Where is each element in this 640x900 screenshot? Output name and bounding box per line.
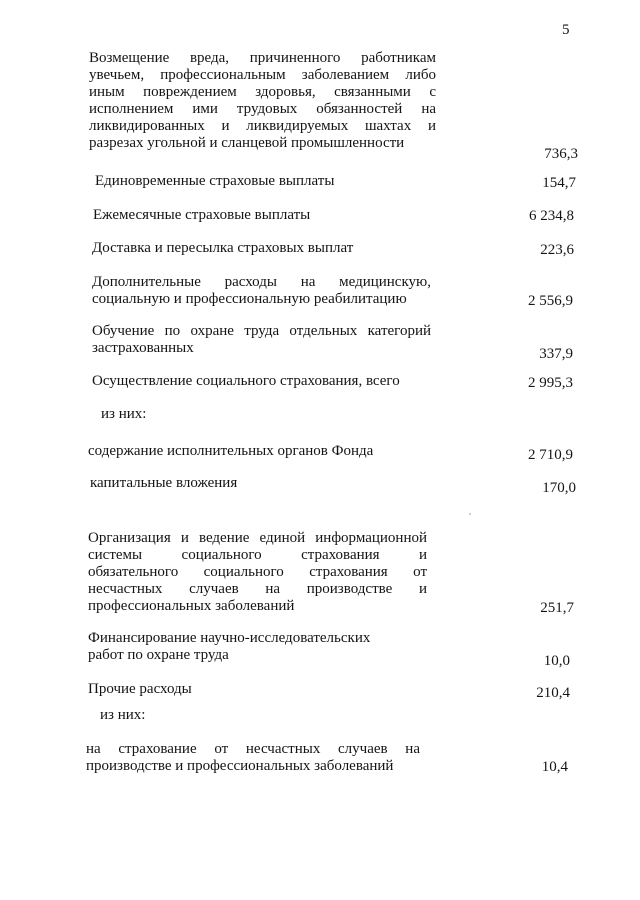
row-label-line: на страхование от несчастных случаев на: [86, 741, 420, 757]
row-label-line: системы социального страхования и: [88, 547, 427, 563]
row-value: 736,3: [544, 146, 578, 162]
row-value: 251,7: [540, 600, 574, 616]
row-label: Прочие расходы: [88, 681, 192, 697]
row-label: Ежемесячные страховые выплаты: [93, 207, 311, 223]
row-label: [88, 630, 370, 664]
row-label: капитальные вложения: [90, 475, 238, 491]
row-label: [92, 323, 431, 357]
row-label-line: Обучение по охране труда отдельных категорий: [92, 323, 431, 339]
page-number: 5: [562, 22, 570, 38]
row-value: 10,4: [541, 759, 568, 775]
row-value: 2 710,9: [528, 447, 573, 463]
row-label: Доставка и пересылка страховых выплат: [92, 240, 354, 256]
row-label-line: Организация и ведение единой информационной: [88, 530, 427, 546]
row-label-line: производстве и профессиональных заболеваний: [86, 758, 394, 774]
row-label: [92, 274, 431, 308]
row-label-line: профессиональных заболеваний: [88, 598, 295, 614]
row-label: [86, 741, 420, 775]
row-label-line: разрезах угольной и сланцевой промышленности: [89, 135, 405, 151]
row-label-line: Финансирование научно-исследовательских: [88, 630, 371, 646]
row-label: из них:: [100, 707, 146, 723]
row-value: 6 234,8: [529, 208, 574, 224]
row-label-line: несчастных случаев на производстве и: [88, 581, 427, 597]
row-label-line: работ по охране труда: [88, 647, 229, 663]
row-label: из них:: [101, 406, 147, 422]
row-label: Осуществление социального страхования, всего: [92, 373, 400, 389]
row-label-line: социальную и профессиональную реабилитацию: [92, 291, 407, 307]
row-label: [89, 50, 436, 152]
row-value: 223,6: [540, 242, 574, 258]
row-label: [88, 530, 427, 615]
row-value: 170,0: [542, 480, 576, 496]
row-value: 10,0: [543, 653, 570, 669]
row-value: 154,7: [542, 175, 576, 191]
row-value: 2 995,3: [528, 375, 573, 391]
row-label-line: застрахованных: [92, 340, 194, 356]
scan-speck: [469, 513, 471, 515]
row-label-line: обязательного социального страхования от: [88, 564, 427, 580]
row-label-line: увечьем, профессиональным заболеванием либо: [89, 67, 436, 83]
row-label-line: ликвидированных и ликвидируемых шахтах и: [89, 118, 436, 134]
row-label-line: иным повреждением здоровья, связанными с: [89, 84, 436, 100]
row-value: 2 556,9: [528, 293, 573, 309]
row-value: 210,4: [536, 685, 570, 701]
row-value: 337,9: [539, 346, 573, 362]
row-label-line: исполнением ими трудовых обязанностей на: [89, 101, 436, 117]
row-label: содержание исполнительных органов Фонда: [88, 443, 374, 459]
row-label-line: Дополнительные расходы на медицинскую,: [92, 274, 431, 290]
row-label: Единовременные страховые выплаты: [95, 173, 335, 189]
row-label-line: Возмещение вреда, причиненного работникам: [89, 50, 436, 66]
